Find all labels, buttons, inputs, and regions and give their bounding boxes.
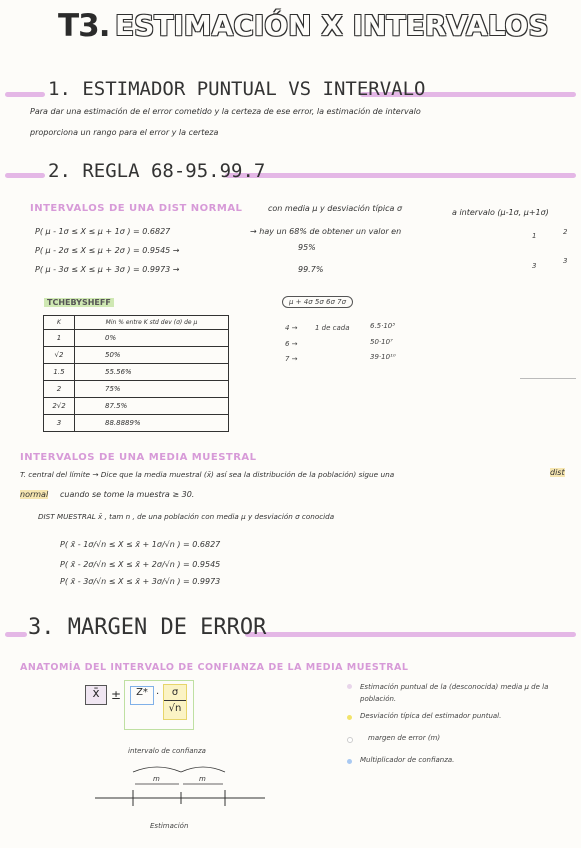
sigma-note-4-val: 6.5·10³ [370, 322, 396, 330]
formula-z: Z* [136, 687, 148, 698]
clt-highlight-normal: normal [20, 490, 49, 499]
formula-sqrt-n: √n [168, 703, 182, 714]
legend-multiplier: Multiplicador de confianza. [360, 756, 455, 764]
title-number: T3. [58, 8, 110, 44]
rule-68-note: → hay un 68% de obtener un valor en [250, 227, 402, 236]
margin-right-label: m [199, 775, 206, 783]
table-row [44, 347, 229, 364]
margin-left-label: m [153, 775, 160, 783]
legend-dot-multiplier [347, 759, 352, 764]
legend-stddev: Desviación típica del estimador puntual. [360, 712, 502, 720]
table-row [44, 330, 229, 347]
formula-sigma-box [163, 684, 187, 720]
rule-68-num1: 1 [532, 232, 537, 240]
sigma-note-7: 7 → [285, 355, 298, 363]
table-row [44, 381, 229, 398]
sigma-note-6: 6 → [285, 340, 298, 348]
table-row [44, 364, 229, 381]
sigma-note-4: 4 → [285, 324, 298, 332]
sample-mean-subheading: INTERVALOS DE UNA MEDIA MUESTRAL [20, 452, 257, 463]
rule-997-num1: 3 [532, 262, 537, 270]
formula-xbar-box [85, 685, 107, 705]
chebyshev-label: TCHEBYSHEFF [44, 298, 114, 307]
table-cell: 1.5 [44, 364, 75, 381]
chebyshev-header-row [44, 316, 229, 330]
section1-text-line1: Para dar una estimación de el error cometido y la certeza de ese error, la estimación de intervalo [30, 107, 421, 116]
rule-997-eq: P( μ - 3σ ≤ X ≤ μ + 3σ ) = 0.9973 → [35, 265, 180, 274]
rule-95-eq: P( μ - 2σ ≤ X ≤ μ + 2σ ) = 0.9545 → [35, 246, 180, 255]
legend-dot-stddev [347, 715, 352, 720]
legend-dot-margin [347, 737, 353, 743]
normal-intervals-subheading: INTERVALOS DE UNA DIST NORMAL [30, 203, 243, 214]
chebyshev-header-k: K [44, 316, 75, 330]
table-cell: 0% [75, 330, 229, 347]
table-cell: 87.5% [75, 398, 229, 415]
rule-95-pct: 95% [298, 243, 316, 252]
formula-sigma: σ [164, 685, 186, 701]
table-cell: √2 [44, 347, 75, 364]
formula-z-box [130, 686, 154, 705]
table-row [44, 398, 229, 415]
section3-heading: 3. MARGEN DE ERROR [28, 615, 267, 640]
legend-margin: margen de error (m) [368, 734, 441, 742]
chebyshev-table [43, 315, 229, 432]
rule-68-eq: P( μ - 1σ ≤ X ≤ μ + 1σ ) = 0.6827 [35, 227, 171, 236]
section2-heading: 2. REGLA 68-95.99.7 [48, 160, 266, 182]
section1-text-line2: proporciona un rango para el error y la certeza [30, 128, 219, 137]
sample-eq-3: P( x̄ - 3σ/√n ≤ X ≤ x̄ + 3σ/√n ) = 0.9973 [60, 577, 221, 586]
normal-interval-1-right: a intervalo (μ-1σ, μ+1σ) [452, 208, 549, 217]
formula-dot: · [156, 689, 160, 700]
clt-line1: T. central del límite → Dice que la media muestral (x̄) así sea la distribución de la población) sigue una [20, 470, 395, 479]
sample-dist-line: DIST MUESTRAL x̄ , tam n , de una población con media μ y desviación σ conocida [38, 512, 335, 521]
rule-997-num2: 3 [563, 257, 568, 265]
ci-diagram-label: intervalo de confianza [128, 747, 206, 755]
sample-eq-1: P( x̄ - 1σ/√n ≤ X ≤ x̄ + 1σ/√n ) = 0.6827 [60, 540, 221, 549]
section3-highlight-right [245, 632, 576, 637]
legend-estimate: Estimación puntual de la (desconocida) media μ de la población. [360, 683, 549, 703]
table-row [44, 415, 229, 432]
legend-dot-estimate [347, 684, 352, 689]
estimate-label: Estimación [150, 822, 189, 830]
table-cell: 88.8889% [75, 415, 229, 432]
sample-eq-2: P( x̄ - 2σ/√n ≤ X ≤ x̄ + 2σ/√n ) = 0.9545 [60, 560, 221, 569]
sigma-note-4-mid: 1 de cada [315, 324, 350, 332]
clt-highlight-dist: dist [550, 468, 565, 477]
rule-68-num2: 2 [563, 228, 568, 236]
section3-highlight [5, 632, 27, 637]
section2-highlight-right [225, 173, 576, 178]
sigma-note-box: μ + 4σ 5σ 6σ 7σ [282, 296, 353, 308]
chebyshev-header-min: Min % entre K std dev (σ) de μ [75, 316, 229, 330]
table-cell: 2√2 [44, 398, 75, 415]
table-cell: 55.56% [75, 364, 229, 381]
anatomy-subheading: ANATOMÍA DEL INTERVALO DE CONFIANZA DE LA MEDIA MUESTRAL [20, 662, 409, 673]
formula-pm: ± [111, 688, 122, 702]
formula-xbar: x̄ [92, 686, 100, 700]
table-cell: 3 [44, 415, 75, 432]
rule-997-pct: 99.7% [298, 265, 324, 274]
title-text: ESTIMACIÓN X INTERVALOS [115, 9, 549, 42]
normal-intervals-desc: con media μ y desviación típica σ [268, 204, 403, 213]
section1-highlight [5, 92, 45, 97]
section2-highlight [5, 173, 45, 178]
table-cell: 2 [44, 381, 75, 398]
ci-diagram [95, 760, 265, 810]
sigma-note-6-val: 50·10⁷ [370, 338, 393, 346]
clt-line2: cuando se tome la muestra ≥ 30. [60, 490, 195, 499]
divider-line [520, 378, 576, 379]
sigma-note-7-val: 39·10¹⁰ [370, 353, 396, 361]
table-cell: 1 [44, 330, 75, 347]
section1-heading: 1. ESTIMADOR PUNTUAL VS INTERVALO [48, 78, 426, 100]
table-cell: 75% [75, 381, 229, 398]
table-cell: 50% [75, 347, 229, 364]
